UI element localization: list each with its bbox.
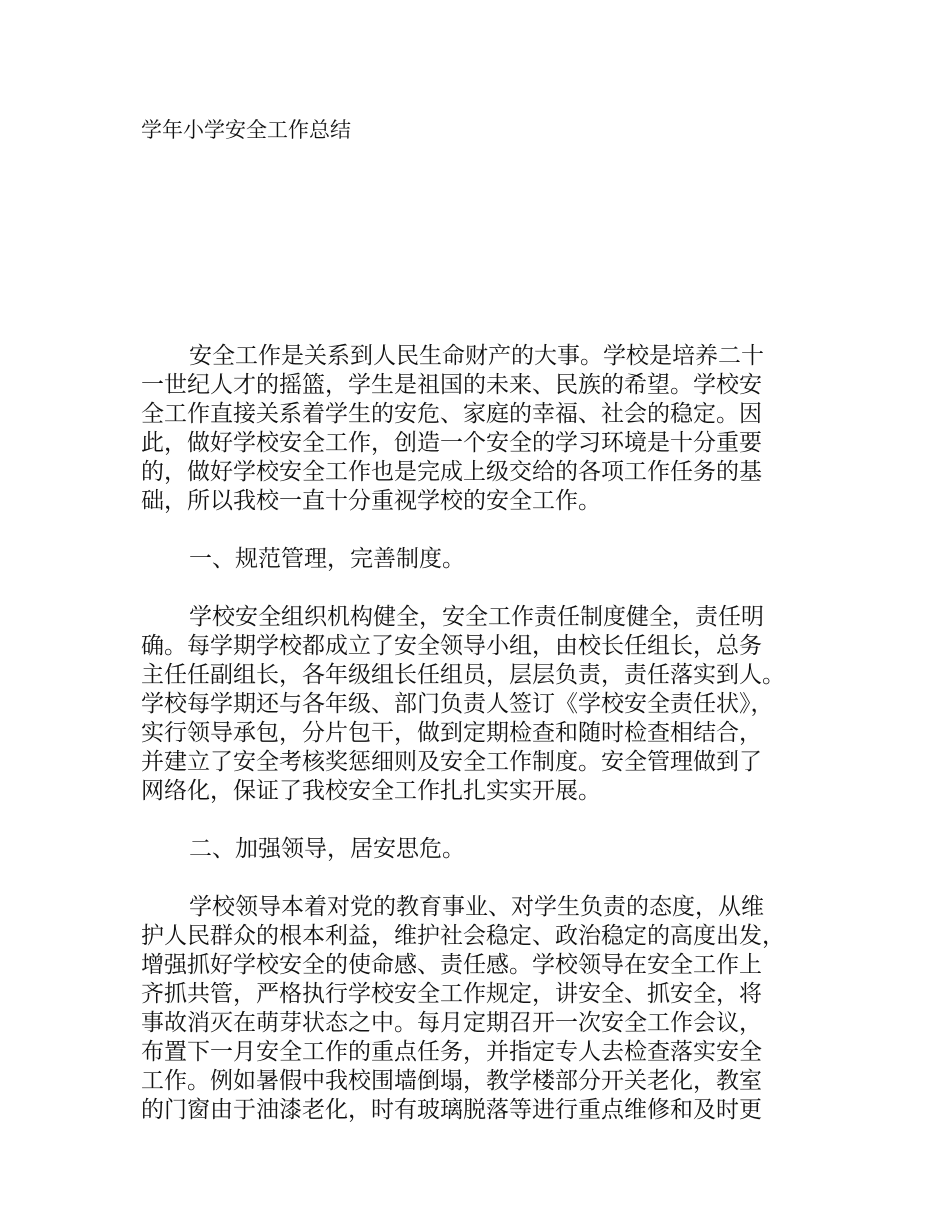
paragraph-line: 布置下一月安全工作的重点任务，并指定专人去检查落实安全 [141, 1039, 762, 1065]
paragraph-line: 此，做好学校安全工作，创造一个安全的学习环境是十分重要 [141, 430, 762, 456]
section-heading-text: 二、加强领导，居安思危。 [189, 836, 465, 862]
paragraph-spacer [141, 574, 831, 603]
paragraph-spacer [141, 516, 831, 545]
paragraph-spacer [141, 806, 831, 835]
document-body [141, 342, 831, 1125]
paragraph-line: 事故消灭在萌芽状态之中。每月定期召开一次安全工作会议， [141, 1010, 762, 1036]
section-heading-text: 一、规范管理，完善制度。 [189, 546, 465, 572]
paragraph-intro [141, 342, 831, 516]
paragraph-line: 增强抓好学校安全的使命感、责任感。学校领导在安全工作上 [141, 952, 762, 978]
paragraph-line: 一世纪人才的摇篮，学生是祖国的未来、民族的希望。学校安 [141, 372, 762, 398]
paragraph-line: 工作。例如暑假中我校围墙倒塌，教学楼部分开关老化，教室 [141, 1068, 762, 1094]
paragraph-spacer [141, 864, 831, 893]
paragraph-leadership [141, 893, 831, 1125]
paragraph-line: 的门窗由于油漆老化，时有玻璃脱落等进行重点维修和及时更 [141, 1097, 762, 1123]
paragraph-line: 齐抓共管，严格执行学校安全工作规定，讲安全、抓安全，将 [141, 981, 762, 1007]
paragraph-line: 护人民群众的根本利益，维护社会稳定、政治稳定的高度出发， [141, 923, 785, 949]
paragraph-line: 学校领导本着对党的教育事业、对学生负责的态度，从维 [189, 894, 764, 920]
document-title: 学年小学安全工作总结 [141, 118, 351, 142]
paragraph-line: 学校每学期还与各年级、部门负责人签订《学校安全责任状》， [141, 691, 774, 717]
paragraph-line: 实行领导承包，分片包干，做到定期检查和随时检查相结合， [141, 720, 762, 746]
paragraph-line: 确。每学期学校都成立了安全领导小组，由校长任组长，总务 [141, 633, 762, 659]
paragraph-line: 学校安全组织机构健全，安全工作责任制度健全，责任明 [189, 604, 764, 630]
paragraph-line: 并建立了安全考核奖惩细则及安全工作制度。安全管理做到了 [141, 749, 762, 775]
section-heading-2 [141, 835, 831, 864]
paragraph-line: 的，做好学校安全工作也是完成上级交给的各项工作任务的基 [141, 459, 762, 485]
section-heading-1 [141, 545, 831, 574]
paragraph-line: 主任任副组长，各年级组长任组员，层层负责，责任落实到人。 [141, 662, 785, 688]
paragraph-line: 网络化，保证了我校安全工作扎扎实实开展。 [141, 778, 601, 804]
paragraph-management [141, 603, 831, 806]
paragraph-line: 安全工作是关系到人民生命财产的大事。学校是培养二十 [189, 343, 764, 369]
paragraph-line: 全工作直接关系着学生的安危、家庭的幸福、社会的稳定。因 [141, 401, 762, 427]
paragraph-line: 础，所以我校一直十分重视学校的安全工作。 [141, 488, 601, 514]
